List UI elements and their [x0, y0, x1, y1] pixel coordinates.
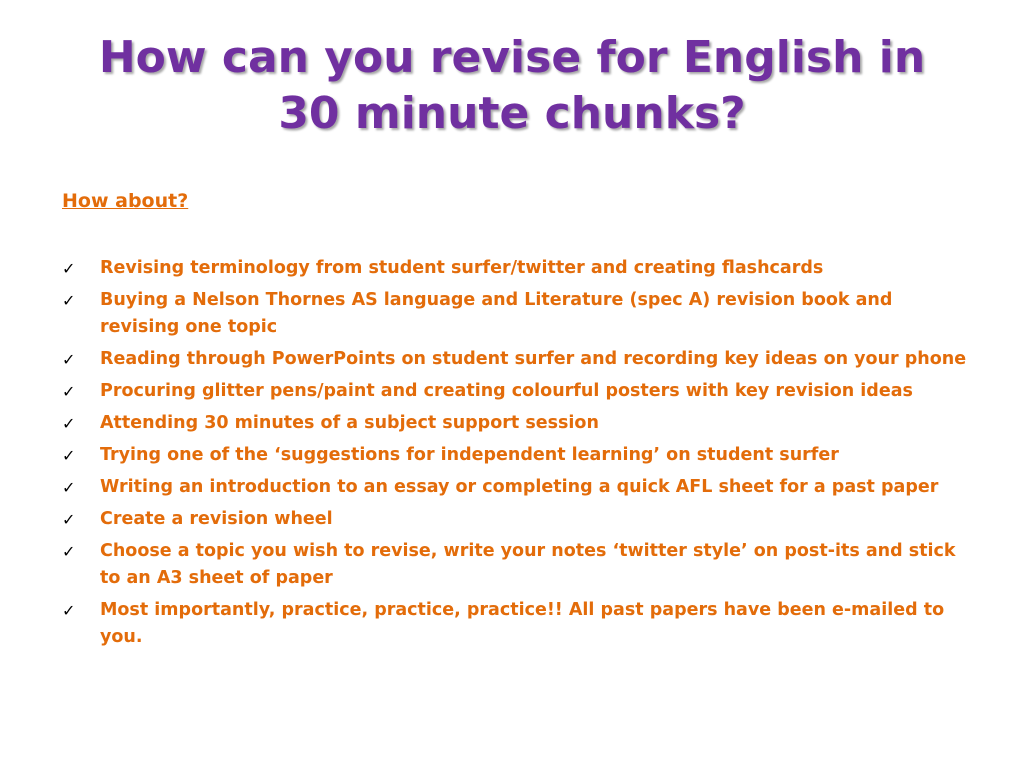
title-line-2: 30 minute chunks?: [278, 88, 746, 139]
checkmark-icon: ✓: [62, 414, 76, 433]
checkmark-icon: ✓: [62, 350, 76, 369]
list-item: [62, 538, 972, 592]
list-item: [62, 255, 972, 282]
list-item-text: Writing an introduction to an essay or completing a quick AFL sheet for a past paper: [100, 477, 939, 497]
list-item: [62, 410, 972, 437]
list-item-text: Attending 30 minutes of a subject support session: [100, 413, 599, 433]
list-item: [62, 474, 972, 501]
list-item-text: Most importantly, practice, practice, practice!! All past papers have been e-mailed to you.: [100, 600, 945, 647]
checkmark-icon: ✓: [62, 382, 76, 401]
subheading: How about?: [62, 190, 189, 212]
list-item-text: Choose a topic you wish to revise, write your notes ‘twitter style’ on post-its and stick to an A3 sheet of paper: [100, 541, 956, 588]
list-item-text: Revising terminology from student surfer/twitter and creating flashcards: [100, 258, 824, 278]
checkmark-icon: ✓: [62, 510, 76, 529]
list-item-text: Trying one of the ‘suggestions for independent learning’ on student surfer: [100, 445, 839, 465]
checkmark-icon: ✓: [62, 446, 76, 465]
list-item-text: Buying a Nelson Thornes AS language and Literature (spec A) revision book and revising one topic: [100, 290, 893, 337]
title-line-1: How can you revise for English in: [98, 32, 926, 83]
list-item: [62, 378, 972, 405]
list-item: [62, 506, 972, 533]
list-item-text: Procuring glitter pens/paint and creating colourful posters with key revision ideas: [100, 381, 913, 401]
list-item: [62, 287, 972, 341]
list-item-text: Reading through PowerPoints on student surfer and recording key ideas on your phone: [100, 349, 967, 369]
list-item: [62, 597, 972, 651]
checkmark-icon: ✓: [62, 291, 76, 310]
checkmark-icon: ✓: [62, 259, 76, 278]
checklist: [62, 255, 972, 656]
checkmark-icon: ✓: [62, 542, 76, 561]
list-item-text: Create a revision wheel: [100, 509, 333, 529]
slide-title: [40, 30, 984, 142]
list-item: [62, 442, 972, 469]
checkmark-icon: ✓: [62, 478, 76, 497]
checkmark-icon: ✓: [62, 601, 76, 620]
list-item: [62, 346, 972, 373]
